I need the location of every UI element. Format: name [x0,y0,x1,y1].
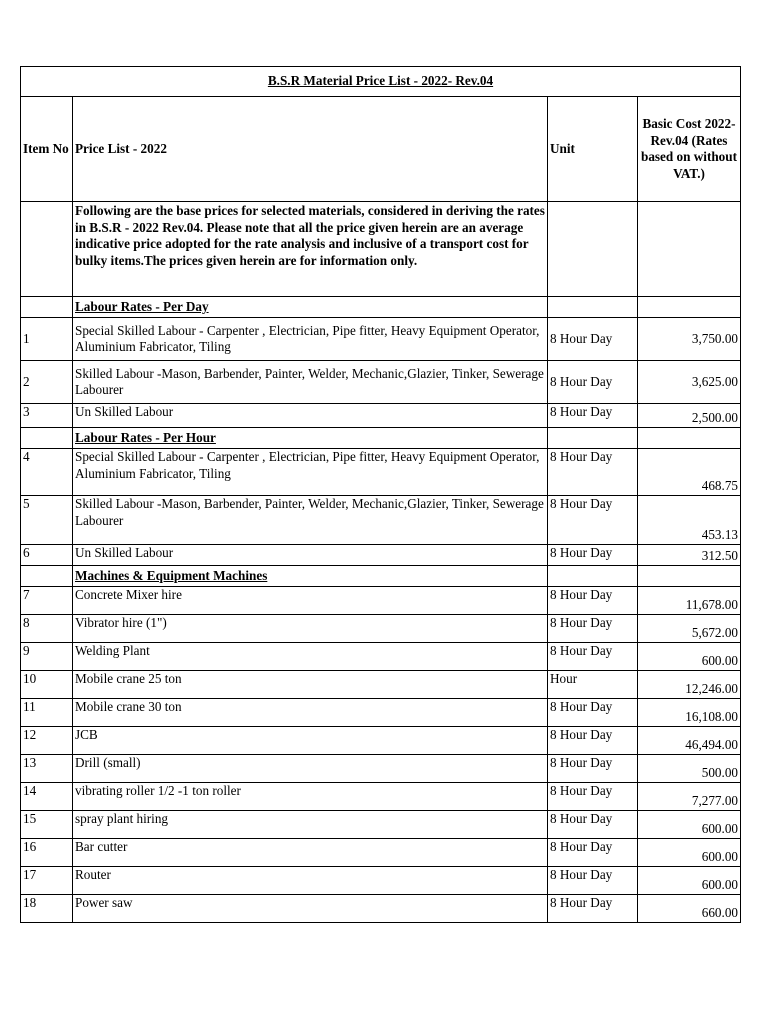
section-empty-cost [638,297,741,318]
unit-cell: 8 Hour Day [548,867,638,895]
note-empty-unit [548,202,638,297]
item-no-cell: 6 [21,545,73,566]
cost-cell: 468.75 [638,449,741,496]
item-no-cell: 14 [21,783,73,811]
cost-cell: 660.00 [638,895,741,923]
unit-cell: 8 Hour Day [548,811,638,839]
cost-cell: 600.00 [638,643,741,671]
section-heading-labour-day: Labour Rates - Per Day [73,297,548,318]
item-no-cell: 18 [21,895,73,923]
section-empty-cost [638,566,741,587]
section-empty-cost [638,428,741,449]
cost-cell: 600.00 [638,867,741,895]
description-cell: Drill (small) [73,755,548,783]
cost-cell: 500.00 [638,755,741,783]
item-no-cell: 9 [21,643,73,671]
unit-cell: 8 Hour Day [548,755,638,783]
item-no-cell: 7 [21,587,73,615]
item-no-cell: 10 [21,671,73,699]
description-cell: Concrete Mixer hire [73,587,548,615]
note-text: Following are the base prices for selected materials, considered in deriving the rates in B.S.R - 2022 Rev.04. Please note that all the price given herein are an average indicative price adopted for the rate analysis and inclusive of a transport cost for bulky items.The prices given herein are for information only. [73,202,548,297]
section-empty-no [21,566,73,587]
item-no-cell: 2 [21,361,73,404]
item-no-cell: 3 [21,404,73,428]
cost-cell: 453.13 [638,496,741,545]
table-row [21,587,741,615]
unit-cell: 8 Hour Day [548,404,638,428]
header-unit: Unit [548,97,638,202]
table-row [21,449,741,496]
description-cell: vibrating roller 1/2 -1 ton roller [73,783,548,811]
table-row [21,671,741,699]
unit-cell: 8 Hour Day [548,839,638,867]
description-cell: Special Skilled Labour - Carpenter , Electrician, Pipe fitter, Heavy Equipment Operator, Aluminium Fabricator, Tiling [73,449,548,496]
item-no-cell: 1 [21,318,73,361]
table-row [21,867,741,895]
table-row [21,895,741,923]
unit-cell: 8 Hour Day [548,496,638,545]
cost-cell: 16,108.00 [638,699,741,727]
table-row [21,783,741,811]
item-no-cell: 11 [21,699,73,727]
section-heading-machines: Machines & Equipment Machines [73,566,548,587]
description-cell: Un Skilled Labour [73,545,548,566]
item-no-cell: 16 [21,839,73,867]
description-cell: Bar cutter [73,839,548,867]
item-no-cell: 12 [21,727,73,755]
item-no-cell: 8 [21,615,73,643]
unit-cell: Hour [548,671,638,699]
section-empty-unit [548,428,638,449]
header-basic-cost: Basic Cost 2022-Rev.04 (Rates based on without VAT.) [638,97,741,202]
unit-cell: 8 Hour Day [548,699,638,727]
table-row [21,727,741,755]
table-row [21,404,741,428]
section-heading-labour-hour: Labour Rates - Per Hour [73,428,548,449]
section-empty-no [21,428,73,449]
unit-cell: 8 Hour Day [548,449,638,496]
cost-cell: 11,678.00 [638,587,741,615]
description-cell: Mobile crane 30 ton [73,699,548,727]
cost-cell: 3,750.00 [638,318,741,361]
description-cell: Skilled Labour -Mason, Barbender, Painter, Welder, Mechanic,Glazier, Tinker, Sewerage Labourer [73,496,548,545]
unit-cell: 8 Hour Day [548,783,638,811]
table-row [21,545,741,566]
unit-cell: 8 Hour Day [548,643,638,671]
unit-cell: 8 Hour Day [548,545,638,566]
table-title: B.S.R Material Price List - 2022- Rev.04 [21,67,741,97]
table-row [21,839,741,867]
description-cell: Power saw [73,895,548,923]
item-no-cell: 5 [21,496,73,545]
description-cell: Mobile crane 25 ton [73,671,548,699]
item-no-cell: 15 [21,811,73,839]
description-cell: Welding Plant [73,643,548,671]
description-cell: JCB [73,727,548,755]
note-empty-no [21,202,73,297]
unit-cell: 8 Hour Day [548,727,638,755]
item-no-cell: 4 [21,449,73,496]
header-item-no: Item No [21,97,73,202]
cost-cell: 46,494.00 [638,727,741,755]
unit-cell: 8 Hour Day [548,318,638,361]
cost-cell: 2,500.00 [638,404,741,428]
price-list-table [20,66,741,923]
note-empty-cost [638,202,741,297]
cost-cell: 600.00 [638,811,741,839]
description-cell: spray plant hiring [73,811,548,839]
cost-cell: 600.00 [638,839,741,867]
unit-cell: 8 Hour Day [548,615,638,643]
table-row [21,615,741,643]
description-cell: Un Skilled Labour [73,404,548,428]
header-price-list: Price List - 2022 [73,97,548,202]
cost-cell: 3,625.00 [638,361,741,404]
table-row [21,699,741,727]
cost-cell: 12,246.00 [638,671,741,699]
table-row [21,755,741,783]
section-empty-unit [548,566,638,587]
description-cell: Special Skilled Labour - Carpenter , Electrician, Pipe fitter, Heavy Equipment Operator, Aluminium Fabricator, Tiling [73,318,548,361]
table-row [21,643,741,671]
cost-cell: 7,277.00 [638,783,741,811]
cost-cell: 312.50 [638,545,741,566]
unit-cell: 8 Hour Day [548,895,638,923]
description-cell: Vibrator hire (1") [73,615,548,643]
table-row [21,496,741,545]
table-row [21,811,741,839]
unit-cell: 8 Hour Day [548,361,638,404]
item-no-cell: 17 [21,867,73,895]
unit-cell: 8 Hour Day [548,587,638,615]
table-row [21,318,741,361]
description-cell: Skilled Labour -Mason, Barbender, Painter, Welder, Mechanic,Glazier, Tinker, Sewerage Labourer [73,361,548,404]
table-row [21,361,741,404]
item-no-cell: 13 [21,755,73,783]
section-empty-unit [548,297,638,318]
section-empty-no [21,297,73,318]
description-cell: Router [73,867,548,895]
cost-cell: 5,672.00 [638,615,741,643]
